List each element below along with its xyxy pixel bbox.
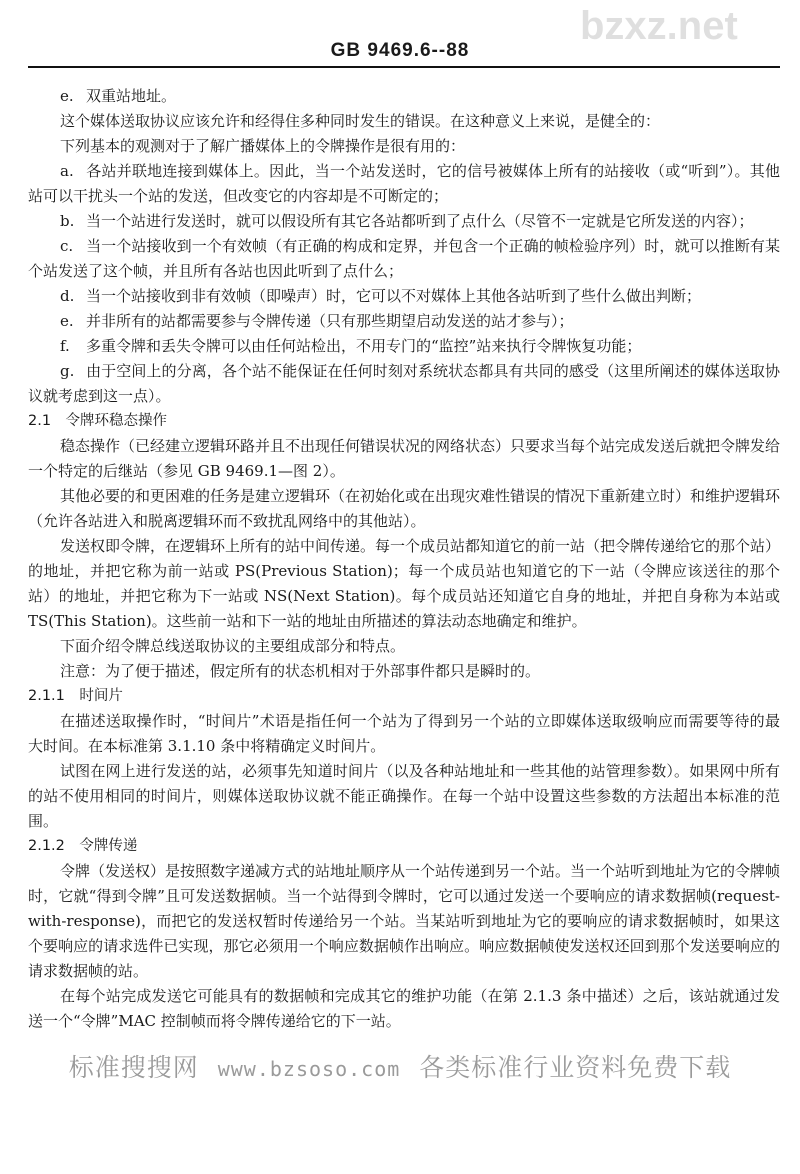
footer-url[interactable]: www.bzsoso.com <box>217 1057 401 1081</box>
paragraph <box>28 709 780 759</box>
paragraph <box>28 984 780 1034</box>
paragraph-text: 各站并联地连接到媒体上。因此，当一个站发送时，它的信号被媒体上所有的站接收（或“听到”）。其他站可以干扰头一个站的发送，但改变它的内容却是不可断定的； <box>28 162 780 205</box>
list-item-label: f. <box>60 337 70 355</box>
paragraph-text: 试图在网上进行发送的站，必须事先知道时间片（以及各种站地址和一些其他的站管理参数）。如果网中所有的站不使用相同的时间片，则媒体送取协议就不能正确操作。在每一个站中设置这些参数的方法超出本标准的范围。 <box>28 762 780 830</box>
paragraph <box>28 109 780 134</box>
page-header-title: GB 9469.6--88 <box>330 40 470 61</box>
list-item <box>28 284 780 309</box>
paragraph <box>28 534 780 634</box>
paragraph-text: 当一个站进行发送时，就可以假设所有其它各站都听到了点什么（尽管不一定就是它所发送的内容）； <box>86 212 754 230</box>
section-heading: 2.1 令牌环稳态操作 <box>28 413 168 429</box>
paragraph <box>28 484 780 534</box>
list-item-label: b. <box>60 212 75 230</box>
section-heading: 2.1.1 时间片 <box>28 688 123 704</box>
paragraph-text: 发送权即令牌，在逻辑环上所有的站中间传递。每一个成员站都知道它的前一站（把令牌传递给它的那个站）的地址，并把它称为前一站或 PS(Previous Station)；每一个成员站也知道它的下一站（令牌应该送往的那个站）的地址，并把它称为下一站或 NS(Next Station)。每个成员站还知道它自身的地址，并把自身称为本站或 TS(This Station)。这些前一站和下一站的地址由所描述的算法动态地确定和维护。 <box>28 537 781 630</box>
header-rule <box>28 66 780 68</box>
footer-slogan: 各类标准行业资料免费下载 <box>419 1053 732 1082</box>
paragraph-text: 注意：为了便于描述，假定所有的状态机相对于外部事件都只是瞬时的。 <box>60 662 541 680</box>
section-heading: 2.1.2 令牌传递 <box>28 838 138 854</box>
paragraph-text: 这个媒体送取协议应该允许和经得住多种同时发生的错误。在这种意义上来说，是健全的： <box>60 112 661 130</box>
list-item <box>28 334 780 359</box>
page-top <box>0 0 800 70</box>
paragraph-text: 并非所有的站都需要参与令牌传递（只有那些期望启动发送的站才参与）； <box>86 312 574 330</box>
document-body <box>28 84 780 1034</box>
paragraph-text: 下列基本的观测对于了解广播媒体上的令牌操作是很有用的： <box>60 137 466 155</box>
list-item <box>28 159 780 209</box>
paragraph <box>28 134 780 159</box>
watermark: bzxz.net <box>580 4 738 48</box>
list-item <box>28 84 780 109</box>
list-item <box>28 359 780 409</box>
paragraph <box>28 634 780 659</box>
list-item-label: c. <box>60 237 74 255</box>
paragraph <box>28 759 780 834</box>
list-item-label: g. <box>60 362 75 380</box>
paragraph <box>28 859 780 984</box>
paragraph-text: 当一个站接收到一个有效帧（有正确的构成和定界，并包含一个正确的帧检验序列）时，就可以推断有某个站发送了这个帧，并且所有各站也因此听到了点什么； <box>28 237 780 280</box>
list-item-label: a. <box>60 162 74 180</box>
list-item <box>28 209 780 234</box>
list-item-label: d. <box>60 287 75 305</box>
list-item <box>28 309 780 334</box>
paragraph-text: 由于空间上的分离，各个站不能保证在任何时刻对系统状态都具有共同的感受（这里所阐述的媒体送取协议就考虑到这一点）。 <box>28 362 780 405</box>
paragraph-text: 双重站地址。 <box>86 87 177 105</box>
paragraph-text: 其他必要的和更困难的任务是建立逻辑环（在初始化或在出现灾难性错误的情况下重新建立时）和维护逻辑环（允许各站进入和脱离逻辑环而不致扰乱网络中的其他站）。 <box>28 487 781 530</box>
list-item-label: e. <box>60 87 74 105</box>
paragraph-text: 在描述送取操作时，“时间片”术语是指任何一个站为了得到另一个站的立即媒体送取级响应而需要等待的最大时间。在本标准第 3.1.10 条中将精确定义时间片。 <box>28 712 780 755</box>
paragraph-text: 当一个站接收到非有效帧（即噪声）时，它可以不对媒体上其他各站听到了些什么做出判断； <box>86 287 702 305</box>
footer-site: 标准搜搜网 <box>68 1053 199 1082</box>
paragraph-text: 令牌（发送权）是按照数字递减方式的站地址顺序从一个站传递到另一个站。当一个站听到地址为它的令牌帧时，它就“得到令牌”且可发送数据帧。当一个站得到令牌时，它可以通过发送一个要响应的请求数据帧(request-with-response)，而把它的发送权暂时传递给另一个站。当某站听到地址为它的要响应的请求数据帧时，如果这个要响应的请求选件已实现，那它必须用一个响应数据帧作出响应。响应数据帧使发送权还回到那个发送要响应的请求数据帧的站。 <box>28 862 781 980</box>
paragraph-text: 稳态操作（已经建立逻辑环路并且不出现任何错误状况的网络状态）只要求当每个站完成发送后就把令牌发给一个特定的后继站（参见 GB 9469.1—图 2）。 <box>28 437 781 480</box>
paragraph <box>28 434 780 484</box>
paragraph <box>28 659 780 684</box>
paragraph-text: 多重令牌和丢失令牌可以由任何站检出，不用专门的“监控”站来执行令牌恢复功能； <box>86 337 642 355</box>
paragraph-text: 在每个站完成发送它可能具有的数据帧和完成其它的维护功能（在第 2.1.3 条中描述）之后，该站就通过发送一个“令牌”MAC 控制帧而将令牌传递给它的下一站。 <box>28 987 780 1030</box>
paragraph-text: 下面介绍令牌总线送取协议的主要组成部分和特点。 <box>60 637 406 655</box>
list-item <box>28 234 780 284</box>
list-item-label: e. <box>60 312 74 330</box>
footer-watermark <box>0 1052 800 1095</box>
